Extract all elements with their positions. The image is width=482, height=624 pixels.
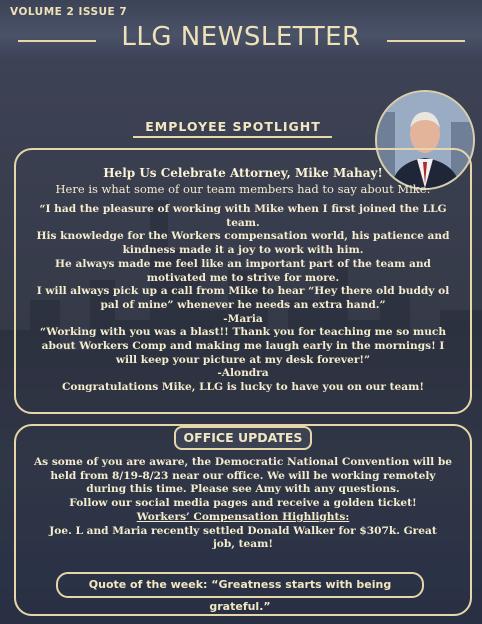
highlight-line: Joe. L and Maria recently settled Donald Walker for $307k. Great bbox=[49, 524, 437, 537]
office-update-line: Follow our social media pages and receive a golden ticket! bbox=[69, 497, 417, 510]
spotlight-headline: Help Us Celebrate Attorney, Mike Mahay! bbox=[103, 166, 383, 180]
office-updates-body bbox=[14, 456, 472, 552]
spotlight-testimonials bbox=[14, 203, 472, 395]
testimonial-line: “I had the pleasure of working with Mike when I first joined the LLG bbox=[39, 203, 447, 215]
quote-of-the-week: Quote of the week: “Greatness starts with being grateful.” bbox=[56, 572, 424, 598]
testimonial-line: pal of mine” whenever he needs an extra hand.” bbox=[100, 298, 386, 311]
testimonial-line: “Working with you was a blast!! Thank you for teaching me so much bbox=[39, 326, 447, 339]
testimonial-line: about Workers Comp and making me laugh early in the mornings! I bbox=[41, 340, 445, 353]
office-update-line: during this time. Please see Amy with any questions. bbox=[86, 483, 400, 496]
spotlight-intro: Here is what some of our team members had to say about Mike: bbox=[55, 182, 431, 196]
testimonial-line: I will always pick up a call from Mike to hear “Hey there old buddy ol bbox=[36, 285, 450, 298]
testimonial-line: His knowledge for the Workers compensation world, his patience and bbox=[36, 230, 450, 243]
testimonial-line: motivated me to strive for more. bbox=[146, 271, 340, 284]
testimonial-line: team. bbox=[226, 216, 260, 229]
testimonial-line: will keep your picture at my desk forever!” bbox=[115, 353, 371, 366]
issue-label: VOLUME 2 ISSUE 7 bbox=[10, 6, 128, 18]
testimonial-author: -Alondra bbox=[217, 367, 269, 380]
testimonial-line: He always made me feel like an important part of the team and bbox=[55, 257, 431, 270]
employee-spotlight-heading: EMPLOYEE SPOTLIGHT bbox=[145, 119, 321, 134]
testimonial-line: kindness made it a joy to work with him. bbox=[122, 244, 364, 257]
office-update-line: held from 8/19-8/23 near our office. We will be working remotely bbox=[50, 469, 436, 482]
congratulations-line: Congratulations Mike, LLG is lucky to have you on our team! bbox=[61, 381, 424, 394]
spotlight-heading-underline bbox=[133, 136, 332, 138]
highlights-heading: Workers’ Compensation Highlights: bbox=[136, 510, 350, 523]
highlight-line: job, team! bbox=[212, 538, 274, 551]
newsletter-title: LLG NEWSLETTER bbox=[121, 22, 361, 52]
testimonial-author: -Maria bbox=[223, 312, 263, 325]
office-update-line: As some of you are aware, the Democratic National Convention will be bbox=[33, 456, 453, 468]
office-updates-heading: OFFICE UPDATES bbox=[174, 426, 312, 450]
